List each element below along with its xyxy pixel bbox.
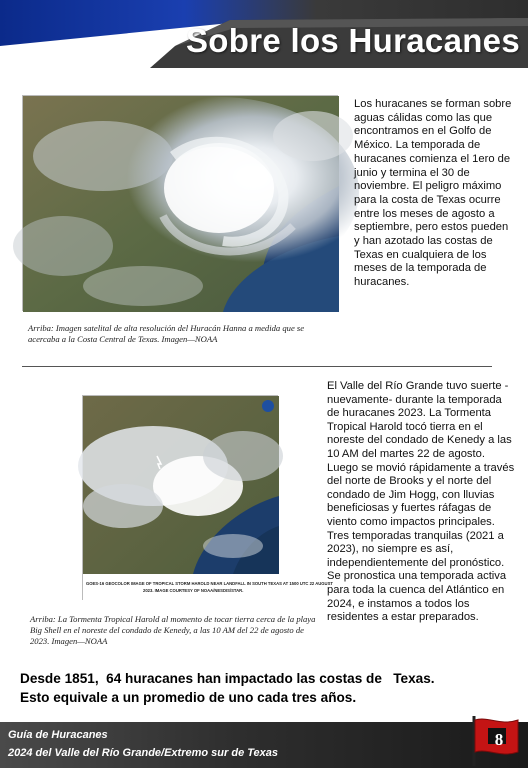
harold-season-paragraph: El Valle del Río Grande tuvo suerte -nuevamente- durante la temporada de huracanes 2023. La Tormenta Tropical Harold tocó tierra en el noreste del condado de Kenedy a las 10 AM del martes 22 de agosto. Luego se movió rápidamente a través del norte de Brooks y el norte del condado de Jim Hogg, con lluvias beneficiosas y fuertes ráfagas de viento como impactos principales. Tres temporadas tranquilas (2021 a 2023), no siempre es así, independientemente del pronóstico. Se pronostica una temporada activa para toda la cuenca del Atlántico en 2024, e instamos a todos los residentes a estar preparados. — [327, 380, 515, 624]
page-header — [0, 0, 528, 68]
harold-image-caption: Arriba: La Tormenta Tropical Harold al momento de tocar tierra cerca de la playa Big Shell en el noreste del condado de Kenedy, a las 10 AM del 22 de agosto de 2023. Imagen—NOAA — [30, 614, 316, 646]
hurricane-fact-line2: Esto equivale a un promedio de uno cada tres años. — [20, 690, 357, 705]
footer-guide-title: Guía de Huracanes — [8, 729, 108, 741]
footer-guide-subtitle: 2024 del Valle del Río Grande/Extremo sur de Texas — [8, 747, 279, 759]
noaa-logo-icon — [262, 400, 274, 412]
harold-satellite-graphic — [83, 396, 333, 601]
page-footer — [0, 722, 528, 768]
hanna-image-caption: Arriba: Imagen satelital de alta resolución del Huracán Hanna a medida que se acercaba a la Costa Central de Texas. Imagen—NOAA — [28, 323, 305, 344]
tropical-storm-harold-image — [82, 395, 333, 600]
section-divider — [22, 366, 492, 367]
hurricane-hanna-satellite-image — [22, 95, 338, 311]
hurricane-fact — [20, 669, 510, 707]
satellite-image-graphic — [23, 96, 339, 312]
hurricane-fact-line1: Desde 1851, 64 huracanes han impactado las costas de Texas. — [20, 671, 435, 686]
page-number: 8 — [494, 730, 504, 749]
page-title: Sobre los Huracanes — [186, 22, 520, 59]
hurricane-season-paragraph: Los huracanes se forman sobre aguas cálidas como las que encontramos en el Golfo de México. La temporada de huracanes comienza el 1ero de junio y termina el 30 de noviembre. El peligro máximo para la costa de Texas ocurre entre los meses de agosto a septiembre, pero estos pueden y han azotado las costas de Texas en cualquiera de los meses de la temporada de huracanes. — [354, 98, 512, 289]
harold-image-credit-line1: GOES-16 GEOCOLOR IMAGE OF TROPICAL STORM HAROLD NEAR LANDFALL IN SOUTH TEXAS AT 1500 UTC 22 AUGUST — [86, 581, 333, 586]
harold-image-credit-line2: 2023. IMAGE COURTESY OF NOAA/NESDIS/STAR. — [143, 588, 244, 593]
